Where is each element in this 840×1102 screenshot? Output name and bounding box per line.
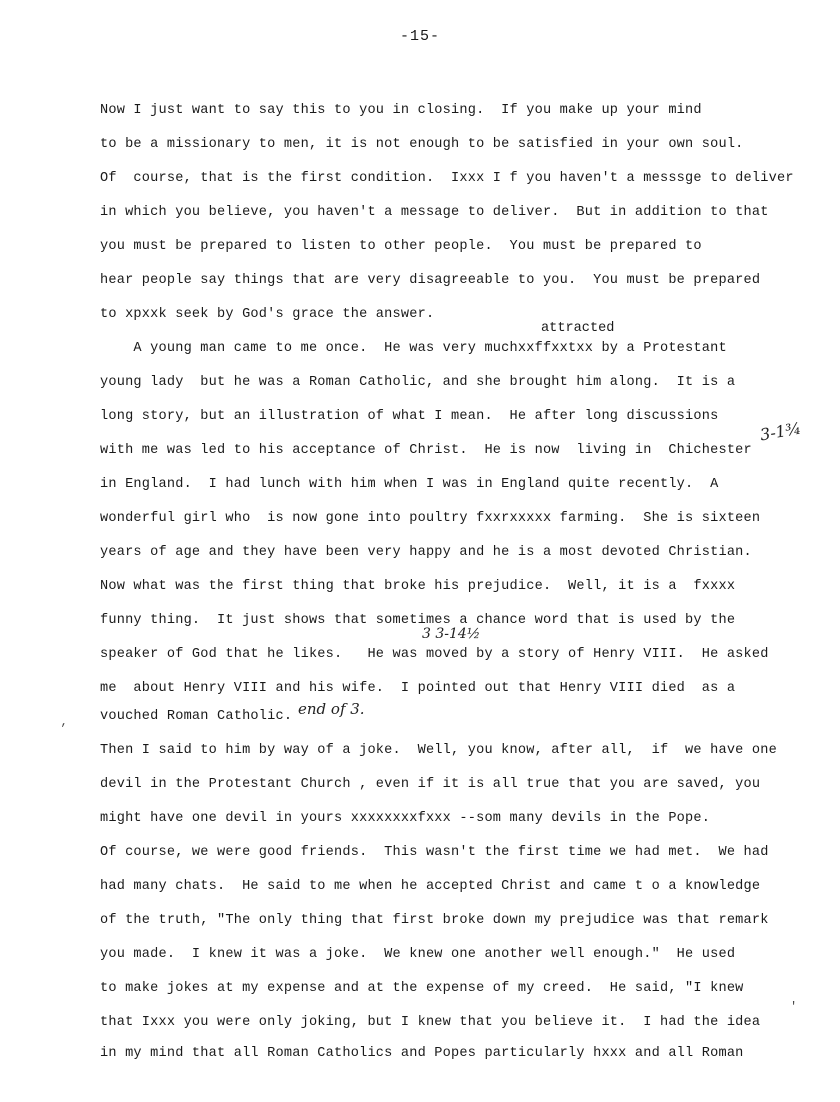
margin-mark-left: ‚ xyxy=(60,715,68,729)
text-line: me about Henry VIII and his wife. I pointed out that Henry VIII died as a xyxy=(100,681,736,696)
text-line: you made. I knew it was a joke. We knew one another well enough." He used xyxy=(100,947,736,962)
text-line: funny thing. It just shows that sometimes a chance word that is used by the xyxy=(100,613,736,628)
text-line: you must be prepared to listen to other people. You must be prepared to xyxy=(100,239,702,254)
text-line: Now what was the first thing that broke his prejudice. Well, it is a fxxxx xyxy=(100,579,736,594)
text-line: vouched Roman Catholic. xyxy=(100,709,293,724)
text-line: Then I said to him by way of a joke. Well, you know, after all, if we have one xyxy=(100,743,777,758)
text-line: with me was led to his acceptance of Christ. He is now living in Chichester xyxy=(100,443,752,458)
text-line: Of course, that is the first condition. Ixxx I f you haven't a messsge to deliver xyxy=(100,171,794,186)
handwritten-reference-moved: 3 3-14½ xyxy=(422,626,481,642)
page-number: -15- xyxy=(399,28,440,45)
text-line: to make jokes at my expense and at the expense of my creed. He said, "I knew xyxy=(100,981,744,996)
text-line: wonderful girl who is now gone into poultry fxxrxxxxx farming. She is sixteen xyxy=(100,511,761,526)
text-line: in England. I had lunch with him when I was in England quite recently. A xyxy=(100,477,719,492)
interlinear-correction: attracted xyxy=(541,321,615,336)
text-line: years of age and they have been very happy and he is a most devoted Christian. xyxy=(100,545,752,560)
handwritten-end-note: end of 3. xyxy=(298,700,365,718)
text-line: Of course, we were good friends. This wasn't the first time we had met. We had xyxy=(100,845,769,860)
text-line: that Ixxx you were only joking, but I knew that you believe it. I had the idea xyxy=(100,1015,761,1030)
text-line: might have one devil in yours xxxxxxxxfxxx --som many devils in the Pope. xyxy=(100,811,711,826)
text-line: in which you believe, you haven't a message to deliver. But in addition to that xyxy=(100,205,769,220)
text-line: to xpxxk seek by God's grace the answer. xyxy=(100,307,435,322)
text-line: had many chats. He said to me when he accepted Christ and came t o a knowledge xyxy=(100,879,761,894)
text-line: to be a missionary to men, it is not enough to be satisfied in your own soul. xyxy=(100,137,744,152)
text-line: young lady but he was a Roman Catholic, and she brought him along. It is a xyxy=(100,375,736,390)
handwritten-reference-chichester: 3-1¾ xyxy=(758,418,803,445)
text-line: of the truth, "The only thing that first broke down my prejudice was that remark xyxy=(100,913,769,928)
text-line: speaker of God that he likes. He was moved by a story of Henry VIII. He asked xyxy=(100,647,769,662)
text-line: in my mind that all Roman Catholics and Popes particularly hxxx and all Roman xyxy=(100,1046,744,1061)
text-line: A young man came to me once. He was very muchxxffxxtxx by a Protestant xyxy=(100,341,727,356)
margin-mark-right: ' xyxy=(790,1000,798,1014)
text-line: devil in the Protestant Church , even if it is all true that you are saved, you xyxy=(100,777,761,792)
text-line: Now I just want to say this to you in closing. If you make up your mind xyxy=(100,103,702,118)
text-line: hear people say things that are very disagreeable to you. You must be prepared xyxy=(100,273,761,288)
text-line: long story, but an illustration of what I mean. He after long discussions xyxy=(100,409,719,424)
